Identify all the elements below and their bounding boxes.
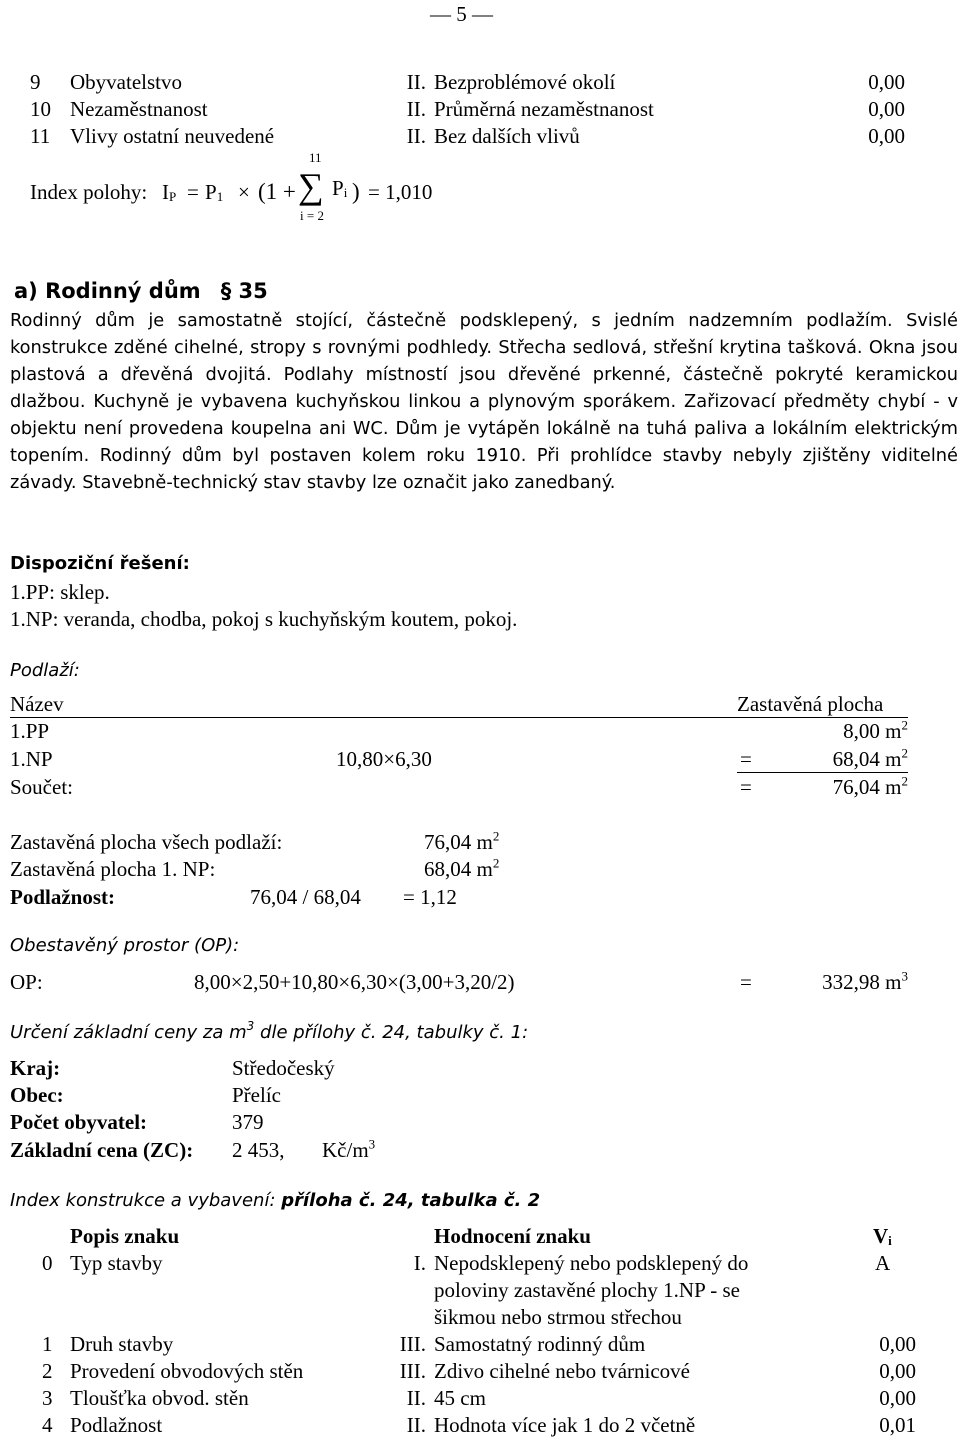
page-number: — 5 — xyxy=(430,2,493,26)
description-paragraph: Rodinný dům je samostatně stojící, částečně podsklepený, s jedním nadzemním podlažím. Svislé konstrukce zděné cihelné, stropy s rovnými podhledy. Střecha sedlová, střešní krytina tašková. Okna jsou plastová a dřevěná dvojitá. Podlahy místností jsou dřevěné prkenné, částečně pokryté keramickou dlažbou. Kuchyně je vybavena kuchyňskou linkou a plynovým sporákem. Zařizovací předměty chybí - v objektu není provedena koupelna ani WC. Dům je vytápěn lokálně na tuhá paliva a lokálním elektrickým topením. Rodinný dům byl postaven kolem roku 1910. Při prohlídce stavby nebyly zjištěny viditelné závady. Stavebně-technický stav stavby lze označit jako zanedbaný. xyxy=(10,310,958,493)
sigma-sign: ∑ xyxy=(298,166,324,206)
index-konstrukce-title: Index konstrukce a vybavení: příloha č. 24, tabulka č. 2 xyxy=(10,1190,541,1211)
dispozice-title: Dispoziční řešení: xyxy=(10,553,190,574)
dispozice-line: 1.PP: sklep. xyxy=(10,580,110,604)
podlazi-title: Podlaží: xyxy=(10,660,80,681)
col-header-area: Zastavěná plocha xyxy=(737,692,884,716)
col-header-v: $V_i$ xyxy=(873,1224,892,1248)
header-underline xyxy=(10,717,908,718)
sum-underline xyxy=(737,772,908,773)
zakladni-cena-title: Určení základní ceny za $m^3$ dle přílohy č. 24, tabulky č. 1: xyxy=(10,1019,529,1043)
section-heading: a) Rodinný dům § 35 xyxy=(14,279,268,303)
obestaveny-title: Obestavěný prostor (OP): xyxy=(10,935,240,956)
col-header-hodnoceni: Hodnocení znaku xyxy=(434,1224,591,1248)
col-header-name: Název xyxy=(10,692,64,716)
col-header-popis: Popis znaku xyxy=(70,1224,180,1248)
dispozice-line: 1.NP: veranda, chodba, pokoj s kuchyňským koutem, pokoj. xyxy=(10,607,518,631)
